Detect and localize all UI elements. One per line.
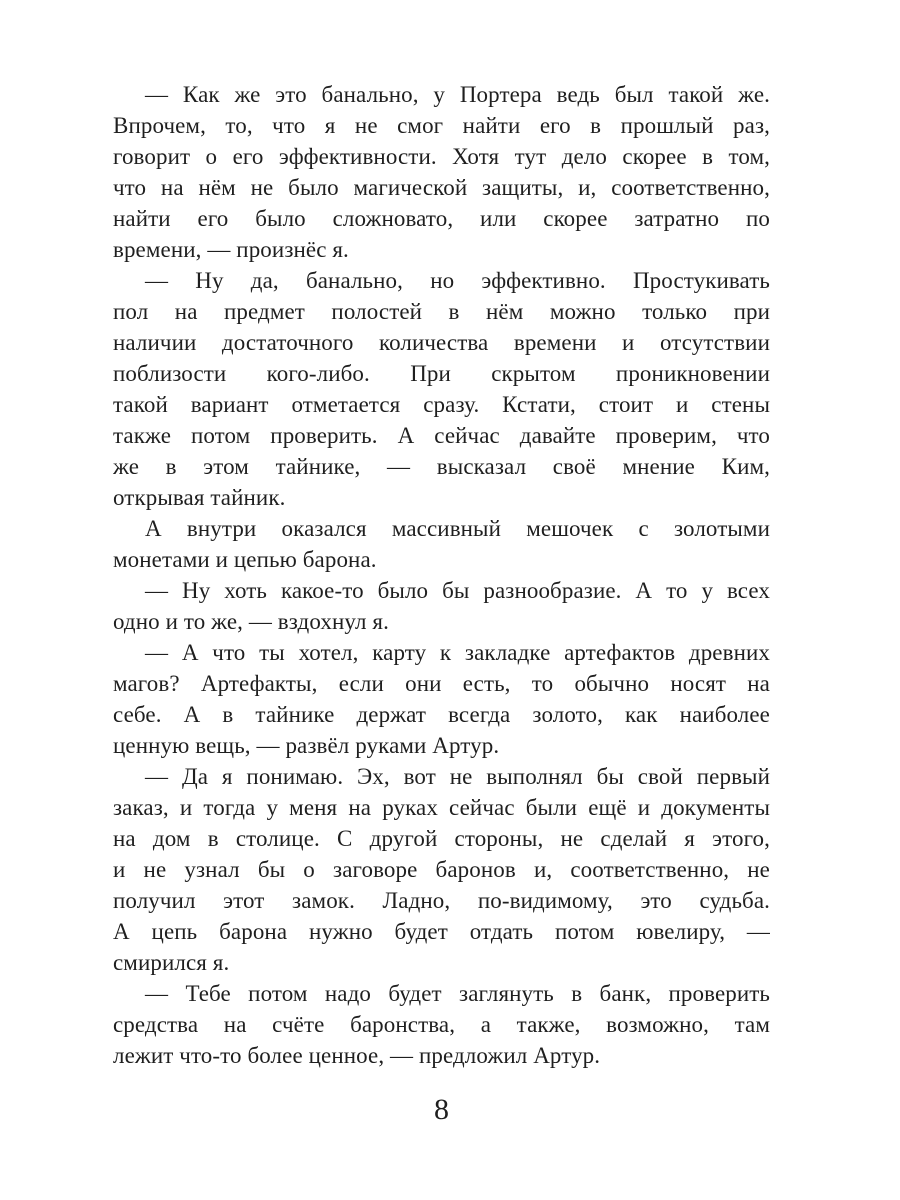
page-number: 8 — [434, 1093, 449, 1126]
text-line: — Как же это банально, у Портера ведь был такой же. — [145, 82, 770, 107]
text-line: наличии достаточного количества времени и отсутствии — [113, 330, 770, 355]
text-line: средства на счёте баронства, а также, возможно, там — [113, 1012, 770, 1037]
text-line: поблизости кого-либо. При скрытом проникновении — [113, 361, 770, 386]
text-line: заказ, и тогда у меня на руках сейчас были ещё и документы — [113, 795, 770, 820]
text-line: же в этом тайнике, — высказал своё мнение Ким, — [113, 454, 770, 479]
paragraph — [113, 79, 770, 265]
text-line: также потом проверить. А сейчас давайте проверим, что — [113, 423, 770, 448]
text-line: смирился я. — [113, 950, 230, 975]
text-line: Впрочем, то, что я не смог найти его в прошлый раз, — [113, 113, 770, 138]
paragraph — [113, 761, 770, 978]
paragraph — [113, 513, 770, 575]
text-block — [113, 79, 770, 1071]
text-line: времени, — произнёс я. — [113, 237, 349, 262]
text-line: говорит о его эффективности. Хотя тут дело скорее в том, — [113, 144, 770, 169]
text-line: себе. А в тайнике держат всегда золото, как наиболее — [113, 702, 770, 727]
text-line: А цепь барона нужно будет отдать потом ювелиру, — — [113, 919, 770, 944]
paragraph — [113, 978, 770, 1071]
text-line: — Ну хоть какое-то было бы разнообразие. А то у всех — [145, 578, 770, 603]
text-line: — Тебе потом надо будет заглянуть в банк, проверить — [145, 981, 770, 1006]
text-line: — Ну да, банально, но эффективно. Простукивать — [145, 268, 770, 293]
text-line: открывая тайник. — [113, 485, 286, 510]
text-line: найти его было сложновато, или скорее затратно по — [113, 206, 770, 231]
text-line: — Да я понимаю. Эх, вот не выполнял бы свой первый — [145, 764, 770, 789]
paragraph — [113, 265, 770, 513]
text-line: одно и то же, — вздохнул я. — [113, 609, 389, 634]
text-line: пол на предмет полостей в нём можно только при — [113, 299, 770, 324]
paragraph — [113, 637, 770, 761]
text-line: на дом в столице. С другой стороны, не сделай я этого, — [113, 826, 770, 851]
text-line: и не узнал бы о заговоре баронов и, соответственно, не — [113, 857, 770, 882]
text-line: магов? Артефакты, если они есть, то обычно носят на — [113, 671, 770, 696]
text-line: что на нём не было магической защиты, и, соответственно, — [113, 175, 770, 200]
text-line: А внутри оказался массивный мешочек с золотыми — [145, 516, 770, 541]
text-line: лежит что-то более ценное, — предложил Артур. — [113, 1043, 601, 1068]
text-line: получил этот замок. Ладно, по-видимому, это судьба. — [113, 888, 770, 913]
text-line: такой вариант отметается сразу. Кстати, стоит и стены — [113, 392, 770, 417]
text-line: монетами и цепью барона. — [113, 547, 377, 572]
text-line: — А что ты хотел, карту к закладке артефактов древних — [145, 640, 770, 665]
paragraph — [113, 575, 770, 637]
text-line: ценную вещь, — развёл руками Артур. — [113, 733, 500, 758]
